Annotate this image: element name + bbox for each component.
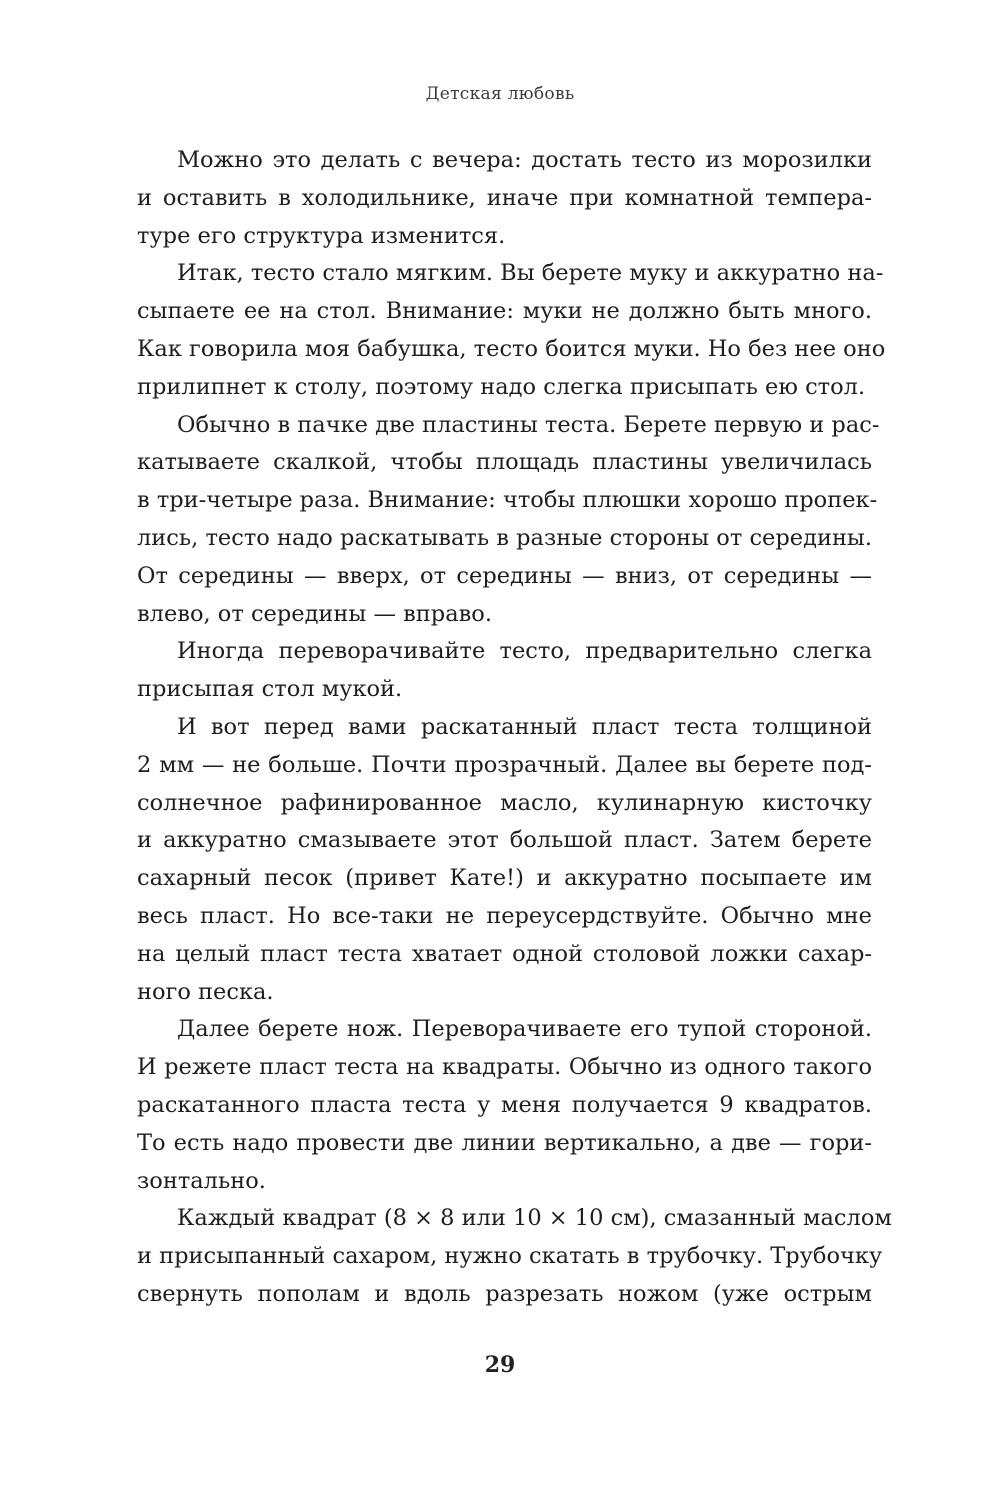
text-line: Можно это делать с вечера: достать тесто из морозилки xyxy=(177,147,872,173)
text-line: зонтально. xyxy=(137,1167,266,1194)
text-line: Как говорила моя бабушка, тесто боится муки. Но без нее оно xyxy=(137,335,886,362)
text-line: раскатанного пласта теста у меня получается 9 квадратов. xyxy=(137,1091,872,1118)
text-line: Итак, тесто стало мягким. Вы берете муку и аккуратно на- xyxy=(177,260,884,287)
text-line: лись, тесто надо раскатывать в разные стороны от середины. xyxy=(137,524,872,551)
text-line: весь пласт. Но все-таки не переусердствуйте. Обычно мне xyxy=(137,902,872,929)
text-line: на целый пласт теста хватает одной столовой ложки сахар- xyxy=(137,940,872,967)
text-line: Далее берете нож. Переворачиваете его тупой стороной. xyxy=(177,1016,872,1043)
text-line: туре его структура изменится. xyxy=(137,222,506,249)
body-text xyxy=(137,142,892,1314)
text-line: И вот перед вами раскатанный пласт теста толщиной xyxy=(177,713,872,740)
text-line: катываете скалкой, чтобы площадь пластины увеличилась xyxy=(137,449,872,476)
text-line: и оставить в холодильнике, иначе при комнатной темпера- xyxy=(137,184,872,211)
text-line: и присыпанный сахаром, нужно скатать в трубочку. Трубочку xyxy=(137,1243,883,1270)
text-line: И режете пласт теста на квадраты. Обычно из одного такого xyxy=(137,1054,872,1081)
text-line: в три-четыре раза. Внимание: чтобы плюшки хорошо пропек- xyxy=(137,487,878,514)
text-line: 2 мм — не больше. Почти прозрачный. Далее вы берете под- xyxy=(137,751,872,778)
text-line: солнечное рафинированное масло, кулинарную кисточку xyxy=(137,789,872,816)
text-line: прилипнет к столу, поэтому надо слегка присыпать ею стол. xyxy=(137,373,866,400)
text-line: сыпаете ее на стол. Внимание: муки не должно быть много. xyxy=(137,298,872,325)
text-line: сахарный песок (привет Кате!) и аккуратно посыпаете им xyxy=(137,865,872,892)
text-line: присыпая стол мукой. xyxy=(137,676,403,703)
text-line: свернуть пополам и вдоль разрезать ножом (уже острым xyxy=(137,1280,872,1307)
text-line: ного песка. xyxy=(137,978,274,1005)
text-line: влево, от середины — вправо. xyxy=(137,600,492,627)
text-line: и аккуратно смазываете этот большой пласт. Затем берете xyxy=(137,827,872,854)
page-number: 29 xyxy=(484,1352,516,1378)
running-head: Детская любовь xyxy=(425,84,575,104)
text-line: То есть надо провести две линии вертикально, а две — гори- xyxy=(137,1129,872,1156)
text-line: Иногда переворачивайте тесто, предварительно слегка xyxy=(177,638,872,665)
text-line: Каждый квадрат (8 × 8 или 10 × 10 см), смазанный маслом xyxy=(177,1205,892,1232)
text-line: От середины — вверх, от середины — вниз, от середины — xyxy=(137,562,872,589)
text-line: Обычно в пачке две пластины теста. Берете первую и рас- xyxy=(177,411,880,438)
